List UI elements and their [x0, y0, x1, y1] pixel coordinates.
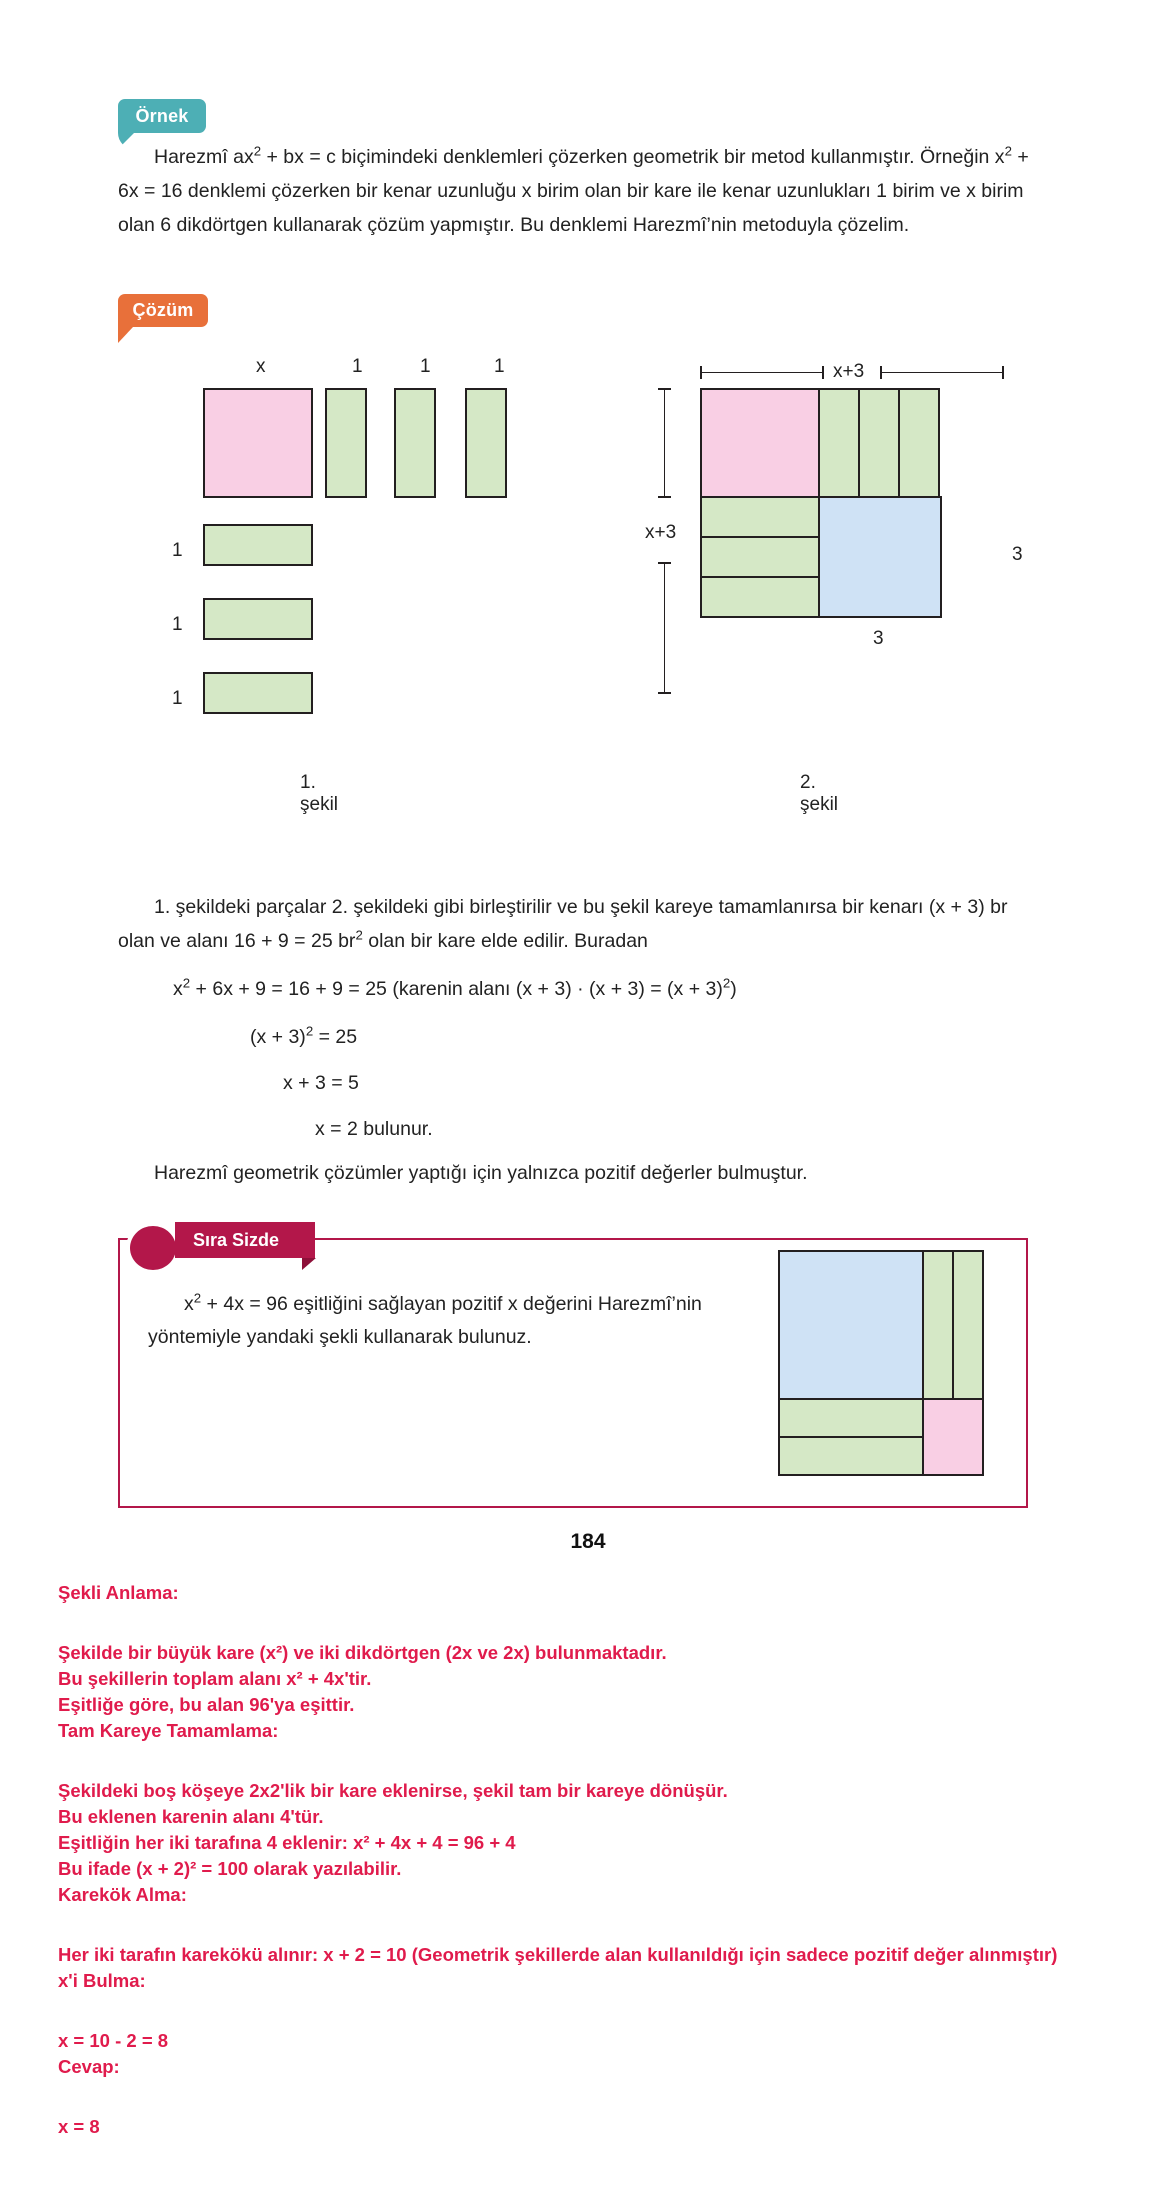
- fig3-strip-left-0: [778, 1398, 924, 1438]
- fig2-left-bracket: [664, 388, 665, 498]
- fig2-strip-left-2: [700, 576, 820, 618]
- cozum-tag-label: Çözüm: [132, 300, 194, 320]
- fig1-x-square: [203, 388, 313, 498]
- answer-line-9: x = 10 - 2 = 8: [58, 2030, 169, 2051]
- sira-sizde-tag-label: Sıra Sizde: [193, 1229, 280, 1250]
- answer-line-2: Bu şekillerin toplam alanı x² + 4x'tir.: [58, 1668, 372, 1689]
- equation-2: $(x + 3)^2 = 25$: [250, 1023, 358, 1048]
- fig1-top-label-0: x: [256, 356, 266, 377]
- explanation-superscript: 2: [355, 927, 363, 943]
- cozum-tag: [118, 294, 208, 327]
- answer-line-3: Eşitliğe göre, bu alan 96'ya eşittir.: [58, 1694, 355, 1715]
- fig3-x-square: [778, 1250, 924, 1400]
- fig3-completion-square: [922, 1398, 984, 1476]
- answer-heading-3: Karekök Alma:: [58, 1884, 187, 1905]
- explanation-part-b: olan bir kare elde edilir. Buradan: [362, 930, 648, 952]
- fig2-strip-left-0: [700, 496, 820, 538]
- fig1-strip-left-0: [203, 524, 313, 566]
- equation-4: x = 2 bulunur.: [315, 1118, 433, 1140]
- fig2-caption: 2. şekil: [800, 772, 839, 815]
- sira-sizde-bullet-icon: [126, 1222, 180, 1274]
- equation-1: $x^2 + 6x + 9 = 16 + 9 = 25$ (karenin alanı $(x + 3) \cdot (x + 3) = (x + 3)^2$): [173, 975, 737, 1000]
- intro-paragraph: Harezmî $ax^2$ + bx = c biçimindeki denklemleri çözerken geometrik bir metod kullanmıştır. Örneğin $x^2 + 6x = 16$ denklemi çözerken bir kenar uzunluğu x birim olan bir kare ile kenar uzunlukları 1 birim ve x birim olan 6 dikdörtgen kullanarak çözüm yapmıştır. Bu denklemi Harezmî’nin metoduyla çözelim.: [118, 143, 1029, 236]
- fig2-strip-top-1: [858, 388, 900, 498]
- fig2-strip-top-0: [818, 388, 860, 498]
- fig1-strip-top-1: [394, 388, 436, 498]
- fig2-right-label: 3: [1012, 544, 1023, 565]
- fig1-strip-left-1: [203, 598, 313, 640]
- ornek-tag: [118, 99, 206, 133]
- fig3-strip-top-0: [922, 1250, 954, 1400]
- sira-sizde-question: $x^2 + 4x = 96$ eşitliğini sağlayan pozitif x değerini Harezmî’nin yöntemiyle yandaki şekli kullanarak bulunuz.: [148, 1290, 702, 1348]
- ornek-tag-label: Örnek: [135, 105, 189, 126]
- answer-heading-2: Tam Kareye Tamamlama:: [58, 1720, 279, 1741]
- fig2-x-square: [700, 388, 820, 498]
- equation-3: x + 3 = 5: [283, 1072, 359, 1094]
- fig2-top-bracket: [700, 372, 824, 373]
- fig2-bottom-label: 3: [873, 628, 884, 649]
- answer-heading-5: Cevap:: [58, 2056, 120, 2077]
- fig1-left-label-2: 1: [172, 688, 183, 709]
- fig1-strip-left-2: [203, 672, 313, 714]
- fig3-strip-left-1: [778, 1436, 924, 1476]
- fig1-top-label-1: 1: [352, 356, 363, 377]
- answer-line-1: Şekilde bir büyük kare (x²) ve iki dikdörtgen (2x ve 2x) bulunmaktadır.: [58, 1642, 667, 1663]
- fig1-top-label-2: 1: [420, 356, 431, 377]
- fig1-strip-top-0: [325, 388, 367, 498]
- closing-paragraph: Harezmî geometrik çözümler yaptığı için yalnızca pozitif değerler bulmuştur.: [154, 1162, 808, 1184]
- answer-heading-4: x'i Bulma:: [58, 1970, 146, 1991]
- fig1-left-label-1: 1: [172, 614, 183, 635]
- fig1-left-label-0: 1: [172, 540, 183, 561]
- sira-sizde-tag: [175, 1222, 315, 1258]
- fig2-left-bracket-2: [664, 562, 665, 694]
- fig1-top-label-3: 1: [494, 356, 505, 377]
- fig2-top-bracket-2: [880, 372, 1004, 373]
- explanation-part-a: 1. şekildeki parçalar 2. şekildeki gibi birleştirilir ve bu şekil kareye tamamlanırsa bir kenarı (x + 3) br olan ve alanı 16 + 9 = 25 br: [118, 896, 1008, 952]
- page-number: 184: [570, 1530, 606, 1553]
- fig2-strip-left-1: [700, 536, 820, 578]
- fig3-strip-top-1: [952, 1250, 984, 1400]
- fig1-strip-top-2: [465, 388, 507, 498]
- answer-line-6: Eşitliğin her iki tarafına 4 eklenir: x² + 4x + 4 = 96 + 4: [58, 1832, 516, 1853]
- fig2-strip-top-2: [898, 388, 940, 498]
- answer-line-5: Bu eklenen karenin alanı 4'tür.: [58, 1806, 324, 1827]
- fig1-caption: 1. şekil: [300, 772, 339, 815]
- answer-line-10: x = 8: [58, 2116, 100, 2137]
- fig2-completion-square: [818, 496, 942, 618]
- answer-heading-1: Şekli Anlama:: [58, 1582, 179, 1603]
- answer-line-4: Şekildeki boş köşeye 2x2'lik bir kare eklenirse, şekil tam bir kareye dönüşür.: [58, 1780, 728, 1801]
- fig2-top-label: x+3: [833, 361, 865, 382]
- fig2-left-label: x+3: [645, 522, 677, 543]
- answer-line-8: Her iki tarafın karekökü alınır: x + 2 = 10 (Geometrik şekillerde alan kullanıldığı için sadece pozitif değer alınmıştır): [58, 1944, 1058, 1965]
- answer-line-7: Bu ifade (x + 2)² = 100 olarak yazılabilir.: [58, 1858, 402, 1879]
- explanation-paragraph: [118, 890, 1030, 958]
